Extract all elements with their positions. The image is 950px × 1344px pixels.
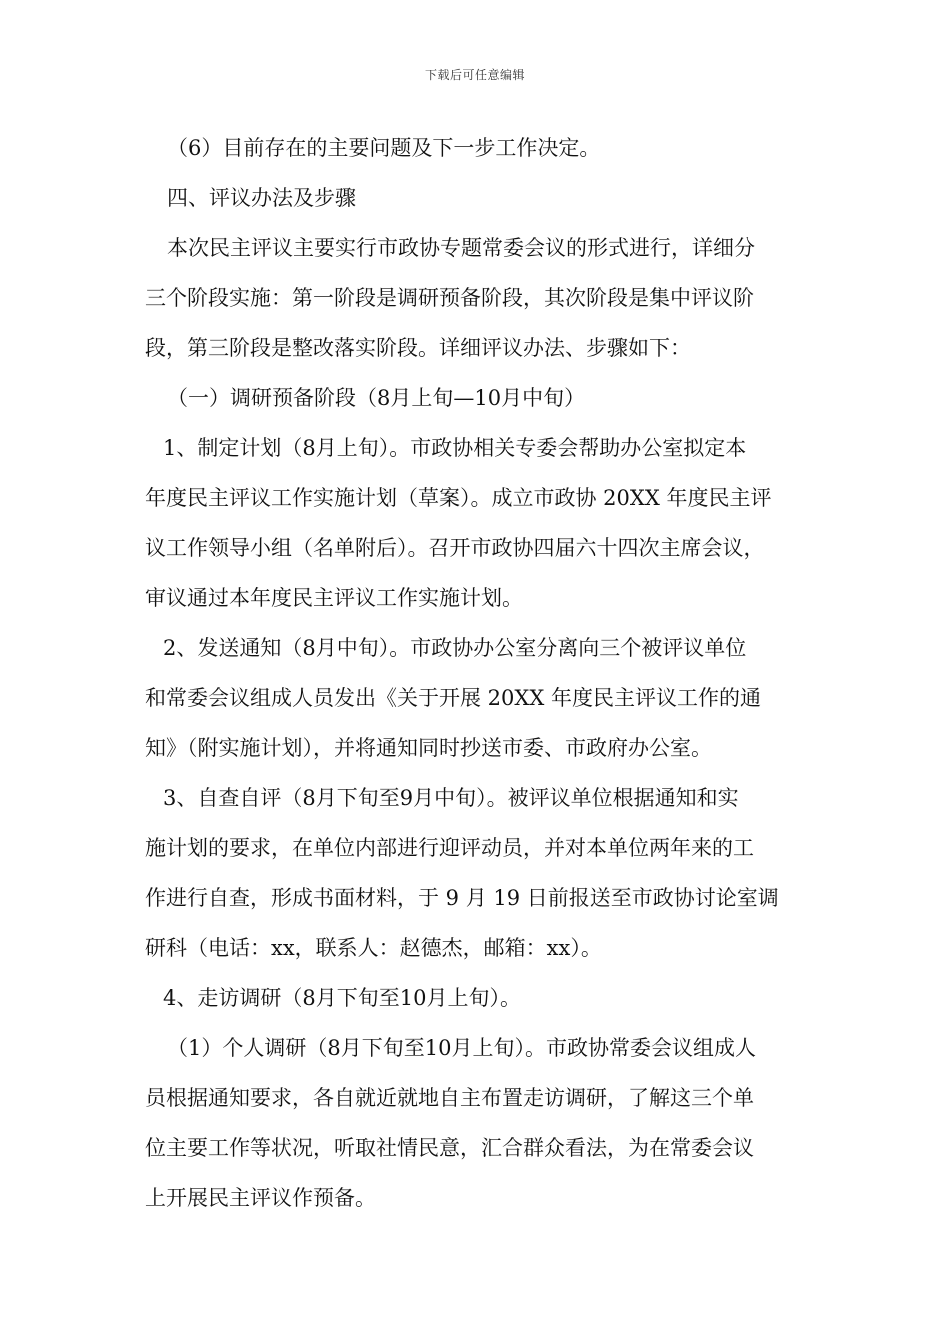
text-line: （1）个人调研（8月下旬至10月上旬）。市政协常委会议组成人 — [167, 1036, 756, 1060]
page-header-note: 下载后可任意编辑 — [424, 68, 525, 82]
text-line: 上开展民主评议作预备。 — [145, 1186, 376, 1210]
text-line: 位主要工作等状况，听取社情民意，汇合群众看法，为在常委会议 — [145, 1136, 754, 1160]
text-line: 四、评议办法及步骤 — [167, 186, 356, 210]
text-line: 2、发送通知（8月中旬）。市政协办公室分离向三个被评议单位 — [163, 636, 747, 660]
text-line: 段，第三阶段是整改落实阶段。详细评议办法、步骤如下： — [145, 336, 691, 360]
text-line: 施计划的要求，在单位内部进行迎评动员，并对本单位两年来的工 — [145, 836, 754, 860]
text-line: （一）调研预备阶段（8月上旬—10月中旬） — [167, 386, 586, 410]
text-line: 审议通过本年度民主评议工作实施计划。 — [145, 586, 523, 610]
text-line: 年度民主评议工作实施计划（草案）。成立市政协 20XX 年度民主评 — [145, 486, 772, 510]
text-line: 研科（电话：xx，联系人：赵德杰，邮箱：xx）。 — [145, 936, 602, 960]
text-line: 3、自查自评（8月下旬至9月中旬）。被评议单位根据通知和实 — [163, 786, 739, 810]
text-line: 作进行自查，形成书面材料，于 9 月 19 日前报送至市政协讨论室调 — [145, 886, 779, 910]
text-line: 三个阶段实施：第一阶段是调研预备阶段，其次阶段是集中评议阶 — [145, 286, 754, 310]
text-line: 员根据通知要求，各自就近就地自主布置走访调研，了解这三个单 — [145, 1086, 754, 1110]
text-line: 和常委会议组成人员发出《关于开展 20XX 年度民主评议工作的通 — [145, 686, 761, 710]
text-line: 议工作领导小组（名单附后）。召开市政协四届六十四次主席会议， — [145, 536, 765, 560]
document-body — [145, 123, 815, 1223]
text-line: （6）目前存在的主要问题及下一步工作决定。 — [167, 136, 601, 160]
text-line: 本次民主评议主要实行市政协专题常委会议的形式进行，详细分 — [167, 236, 755, 260]
text-line: 1、制定计划（8月上旬）。市政协相关专委会帮助办公室拟定本 — [163, 436, 747, 460]
text-line: 知》（附实施计划），并将通知同时抄送市委、市政府办公室。 — [145, 736, 712, 760]
text-line: 4、走访调研（8月下旬至10月上旬）。 — [163, 986, 521, 1010]
